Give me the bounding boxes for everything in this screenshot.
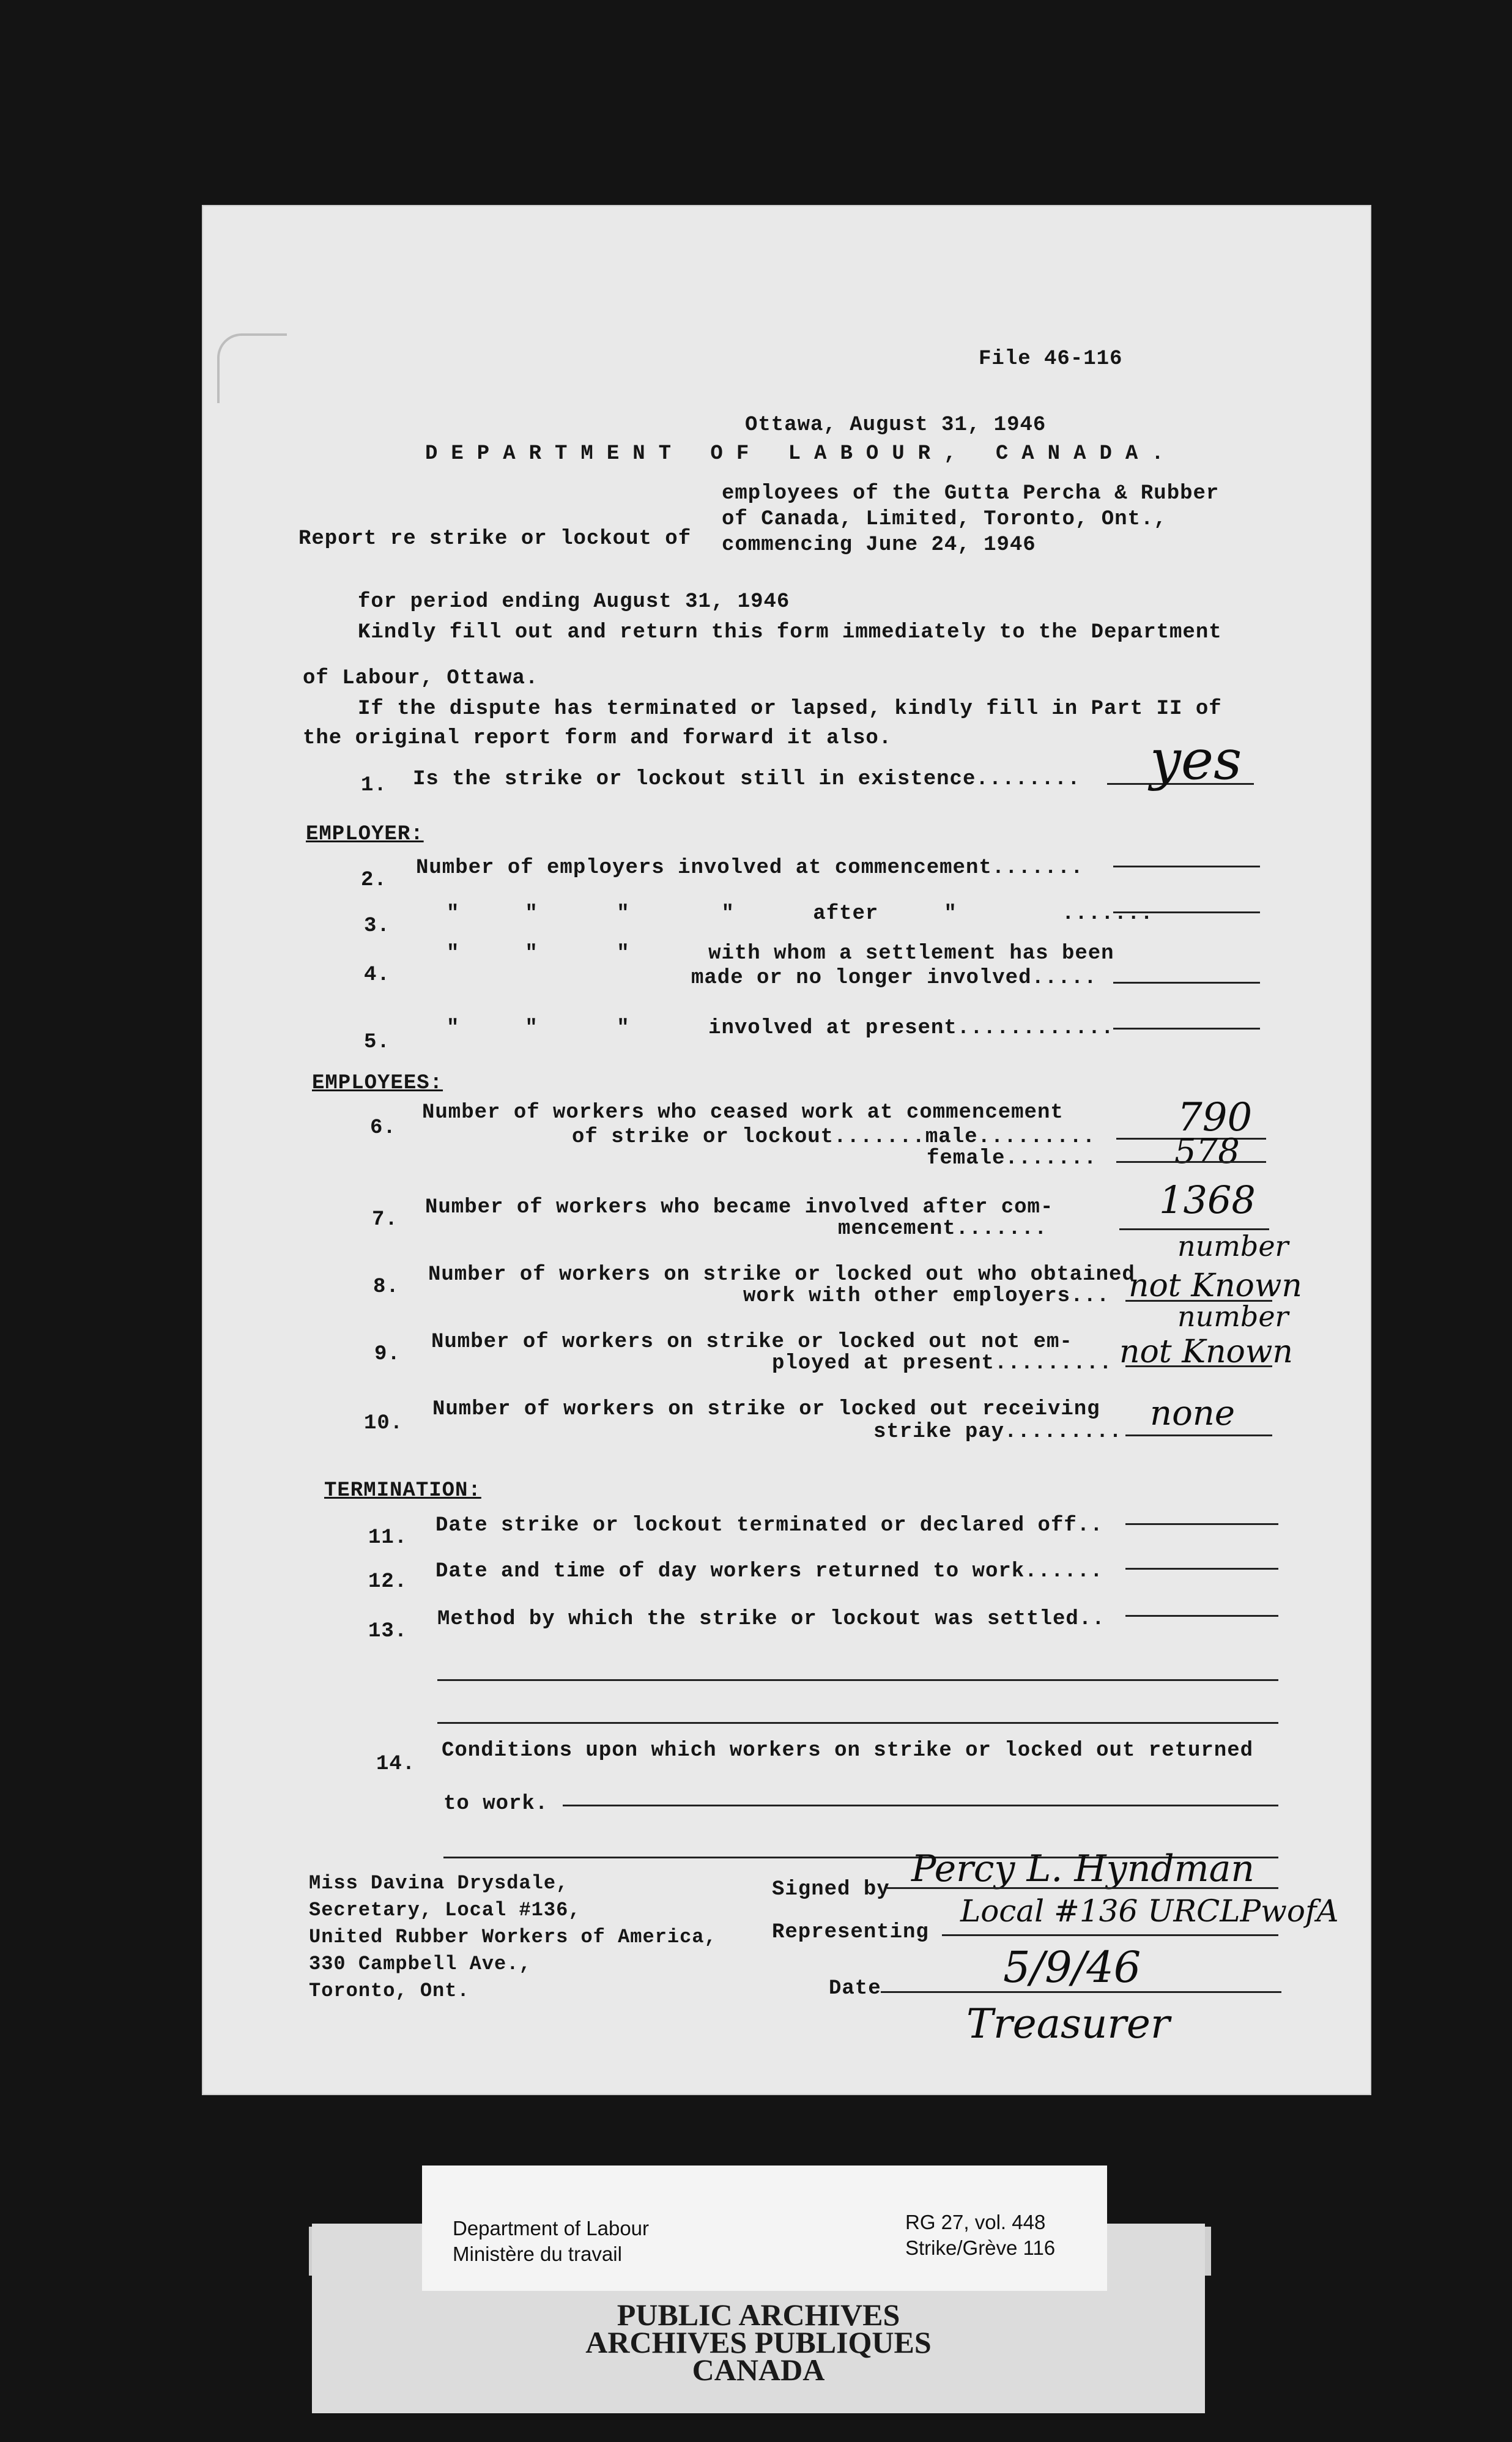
termination-heading: TERMINATION: (324, 1479, 481, 1502)
address-line: Miss Davina Drysdale, (309, 1872, 569, 1895)
answer-not-employed-b: not Known (1119, 1334, 1293, 1370)
subject-line-1: employees of the Gutta Percha & Rubber (722, 482, 1220, 505)
employees-heading: EMPLOYEES: (312, 1072, 443, 1095)
item-number: 6. (370, 1116, 396, 1140)
item-6-text-b: of strike or lockout.......male......... (572, 1126, 1096, 1149)
item-3-text: " " " " after " ....... (447, 902, 1154, 926)
item-1-text: Is the strike or lockout still in existence........ (413, 768, 1081, 791)
date-value: 5/9/46 (1003, 1942, 1141, 1992)
department-title: DEPARTMENT OF LABOUR, CANADA. (425, 442, 1177, 466)
item-4-text-b: made or no longer involved..... (691, 967, 1097, 990)
signer-title: Treasurer (966, 2000, 1170, 2047)
label-department-fr: Ministère du travail (453, 2243, 622, 2265)
instruction-1-line-2: of Labour, Ottawa. (303, 667, 539, 690)
date-label: Date (829, 1977, 881, 2000)
label-department-en: Department of Labour (453, 2217, 650, 2240)
item-13-text: Method by which the strike or lockout was settled.. (437, 1608, 1105, 1631)
file-number: File 46-116 (979, 347, 1123, 371)
answer-line (1125, 1615, 1278, 1617)
stamp-line: ARCHIVES PUBLIQUES (585, 2325, 932, 2359)
answer-line (1113, 982, 1260, 984)
answer-obtained-work-a: number (1177, 1230, 1289, 1263)
answer-line (1125, 1365, 1272, 1367)
instruction-2-line-1: If the dispute has terminated or lapsed, kindly fill in Part II of (358, 697, 1222, 721)
item-number: 2. (361, 869, 387, 892)
archive-reference-label (422, 2166, 1107, 2291)
period-ending: for period ending August 31, 1946 (358, 590, 790, 614)
answer-line (437, 1679, 1278, 1681)
address-line: 330 Campbell Ave., (309, 1953, 532, 1975)
answer-line (1125, 1568, 1278, 1570)
answer-line (437, 1722, 1278, 1724)
item-number: 3. (364, 915, 390, 938)
answer-line (1113, 866, 1260, 867)
answer-male: 790 (1177, 1095, 1253, 1140)
item-number: 10. (364, 1412, 404, 1435)
subject-line-3: commencing June 24, 1946 (722, 533, 1036, 557)
item-number: 8. (373, 1275, 399, 1299)
answer-not-employed-a: number (1177, 1300, 1289, 1333)
item-8-text-b: work with other employers... (743, 1285, 1110, 1308)
subject-line-2: of Canada, Limited, Toronto, Ont., (722, 508, 1167, 531)
answer-strike-pay: none (1150, 1394, 1235, 1433)
item-10-text-b: strike pay......... (873, 1420, 1122, 1444)
item-8-text-a: Number of workers on strike or locked out who obtained (428, 1263, 1135, 1286)
item-9-text-a: Number of workers on strike or locked out not em- (431, 1330, 1073, 1354)
item-7-text-a: Number of workers who became involved after com- (425, 1196, 1054, 1219)
address-line: Secretary, Local #136, (309, 1899, 581, 1921)
item-number: 11. (368, 1526, 408, 1549)
item-9-text-b: ployed at present......... (772, 1352, 1113, 1375)
answer-line (1125, 1523, 1278, 1525)
date-line (881, 1991, 1281, 1993)
answer-line (1125, 1434, 1272, 1436)
item-14-text-a: Conditions upon which workers on strike or locked out returned (442, 1739, 1254, 1762)
item-4-text-a: " " " with whom a settlement has been (447, 942, 1114, 965)
item-6-text-a: Number of workers who ceased work at commencement (422, 1101, 1064, 1124)
answer-line (563, 1805, 1278, 1806)
answer-still-existing: yes (1150, 728, 1242, 792)
report-label: Report re strike or lockout of (298, 527, 692, 551)
item-7-text-b: mencement....... (838, 1217, 1048, 1241)
answer-female: 578 (1174, 1132, 1240, 1171)
item-6-text-c: female....... (927, 1147, 1097, 1170)
address-line: United Rubber Workers of America, (309, 1926, 717, 1948)
answer-obtained-work-b: not Known (1128, 1267, 1302, 1304)
item-number: 12. (368, 1570, 408, 1594)
item-10-text-a: Number of workers on strike or locked out receiving (432, 1398, 1100, 1421)
employer-heading: EMPLOYER: (306, 823, 424, 846)
representing-value: Local #136 URCLPwofA (960, 1893, 1339, 1929)
signature-line (887, 1887, 1278, 1889)
item-number: 1. (361, 774, 387, 797)
label-record-group: RG 27, vol. 448 (905, 2211, 1046, 2233)
answer-line (1113, 911, 1260, 913)
representing-label: Representing (772, 1921, 929, 1944)
item-11-text: Date strike or lockout terminated or declared off.. (435, 1514, 1103, 1537)
signed-label: Signed by (772, 1878, 890, 1901)
paper-corner-fold (217, 333, 287, 403)
stamp-line: PUBLIC ARCHIVES (617, 2298, 900, 2332)
item-number: 13. (368, 1620, 408, 1643)
stamp-line: CANADA (692, 2353, 825, 2387)
address-line: Toronto, Ont. (309, 1980, 470, 2002)
item-12-text: Date and time of day workers returned to work...... (435, 1560, 1103, 1583)
item-number: 4. (364, 963, 390, 987)
item-2-text: Number of employers involved at commencement....... (416, 856, 1084, 880)
answer-line (1116, 1161, 1266, 1163)
item-number: 14. (376, 1753, 416, 1776)
instruction-2-line-2: the original report form and forward it also. (303, 727, 892, 750)
item-14-text-b: to work. (443, 1792, 549, 1816)
item-5-text: " " " involved at present............ (447, 1017, 1114, 1040)
item-number: 9. (374, 1343, 401, 1366)
place-date: Ottawa, August 31, 1946 (745, 414, 1047, 437)
label-strike-number: Strike/Grève 116 (905, 2236, 1056, 2259)
signature: Percy L. Hyndman (911, 1847, 1255, 1890)
answer-involved-after: 1368 (1159, 1178, 1256, 1222)
answer-line (1113, 1028, 1260, 1030)
item-number: 5. (364, 1031, 390, 1054)
item-number: 7. (372, 1208, 398, 1231)
representing-line (942, 1934, 1278, 1936)
instruction-1-line-1: Kindly fill out and return this form immediately to the Department (358, 621, 1222, 644)
